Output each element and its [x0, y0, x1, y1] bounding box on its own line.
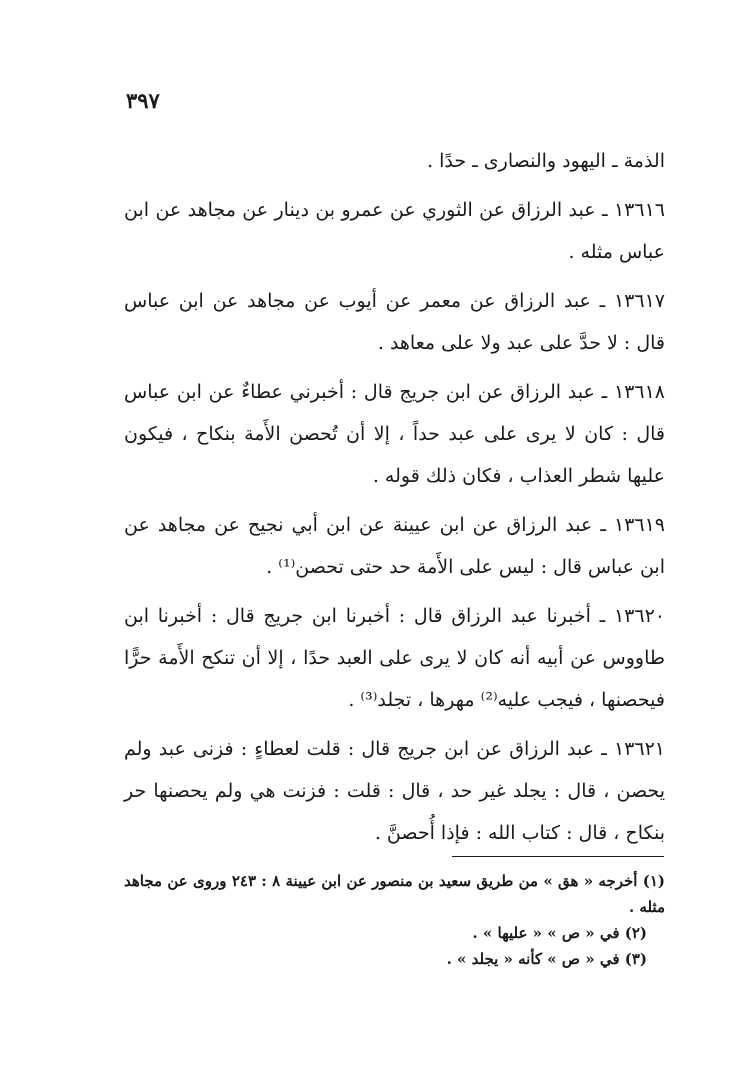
- hadith-13616: ١٣٦١٦ ـ عبد الرزاق عن الثوري عن عمرو بن دينار عن مجاهد عن ابن عباس مثله .: [124, 199, 665, 263]
- hadith-13618: ١٣٦١٨ ـ عبد الرزاق عن ابن جريج قال : أخبرني عطاءٌ عن ابن عباس قال : كان لا يرى على عبد حداً ، إلا أن تُحصن الأَمة بنكاح ، فيكون عليها شطر العذاب ، فكان ذلك قوله .: [124, 381, 665, 487]
- hadith-13620: ١٣٦٢٠ ـ أخبرنا عبد الرزاق قال : أخبرنا ابن جريج قال : أخبرنا ابن طاووس عن أبيه أنه كان لا يرى على العبد حدًا ، إلا أن تنكح الأَمة حرًّا فيحصنها ، فيجب عليه⁽²⁾ مهرها ، تجلد⁽³⁾ .: [124, 605, 665, 711]
- page-number: ٣٩٧: [126, 88, 160, 113]
- footnote-divider: [452, 856, 664, 857]
- hadith-13621: ١٣٦٢١ ـ عبد الرزاق عن ابن جريج قال : قلت لعطاءٍ : فزنى عبد ولم يحصن ، قال : يجلد غير حد ، قال : قلت : فزنت هي ولم يحصنها حر بنكاح ، قال : كتاب الله : فإذا أُحصنَّ .: [124, 738, 665, 844]
- hadith-13617: ١٣٦١٧ ـ عبد الرزاق عن معمر عن أيوب عن مجاهد عن ابن عباس قال : لا حدَّ على عبد ولا على معاهد .: [124, 290, 665, 354]
- main-text: [124, 140, 665, 861]
- footnote-2: (٢) في « ص » « عليها » .: [472, 924, 647, 942]
- hadith-13619: ١٣٦١٩ ـ عبد الرزاق عن ابن عيينة عن ابن أبي نجيح عن مجاهد عن ابن عباس قال : ليس على الأَمة حد حتى تحصن⁽¹⁾ .: [124, 514, 665, 578]
- footnote-3: (٣) في « ص » كأنه « يجلد » .: [446, 950, 647, 968]
- footnote-1: (١) أخرجه « هق » من طريق سعيد بن منصور عن ابن عيينة ٨ : ٢٤٣ وروى عن مجاهد مثله .: [124, 872, 666, 916]
- footnotes: [124, 868, 665, 972]
- paragraph-continuation: الذمة ـ اليهود والنصارى ـ حدًا .: [427, 150, 665, 172]
